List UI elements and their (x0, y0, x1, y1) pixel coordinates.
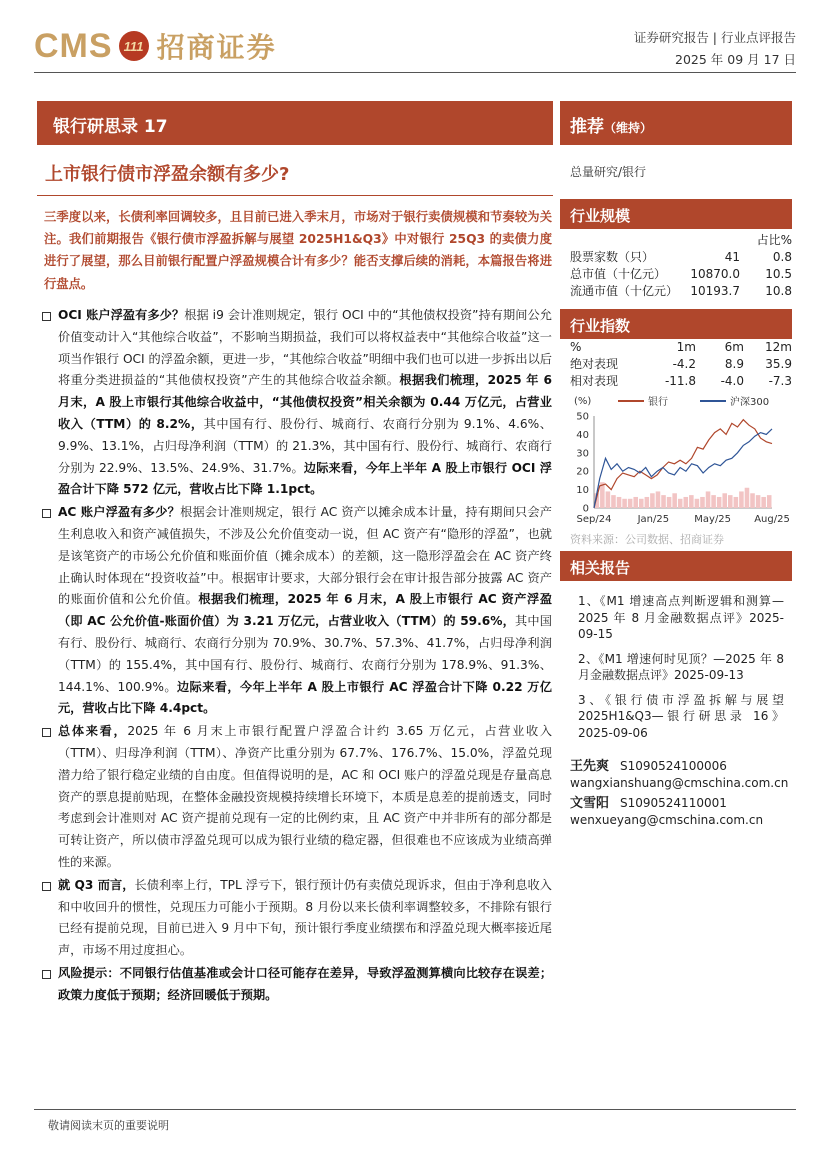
logo-text: CMS (34, 26, 113, 65)
related-section-header (560, 551, 792, 581)
volume-bar (667, 497, 672, 508)
row-pct: 10.8 (765, 284, 792, 298)
rating-bar (560, 101, 792, 145)
row-label: 总市值（十亿元） (570, 267, 667, 281)
analyst-name: 王先爽 (570, 759, 610, 774)
volume-bar (633, 497, 638, 508)
row-value: -7.3 (768, 374, 792, 388)
volume-bar (717, 497, 722, 508)
col-header: % (570, 340, 582, 354)
col-header: 6m (724, 340, 744, 354)
table-row (570, 356, 792, 373)
company-logo (34, 26, 277, 66)
paragraph-text: 根据 i9 会计准则规定，银行 OCI 中的“其他债权投资”持有期间公允价值变动计入“其他综合收益”，不影响当期损益，我们可以将权益表中“其他综合收益”这一项当作银行 OCI 的浮盈余额，更进一步，“其他综合收益”明细中我们也可以进一步拆出以后将重分类进损益的“其他债权投资”产生的其他综合收益余额。 (58, 308, 552, 388)
y-tick-label: 30 (576, 448, 589, 460)
y-tick-label: 50 (576, 411, 589, 423)
paragraph-bold: 根据我们梳理，2025 年 6 月末，A 股上市银行 AC 资产浮盈（即 AC 公允价值-账面价值）为 3.21 万亿元，占营业收入（TTM）的 59.6%， (58, 592, 553, 629)
scale-table (570, 232, 792, 300)
row-pct: 0.8 (772, 250, 792, 264)
analyst-name: 文雪阳 (570, 796, 610, 811)
checkbox-bullet-icon (42, 970, 51, 979)
paragraph-text: 长债利率上行，TPL 浮亏下，银行预计仍有卖债兑现诉求，但由于净利息收入和中收回升的惯性，兑现压力可能小于预期。8 月份以来长债利率调整较多，不排除有银行已经有提前兑现，目前已进入 9 月中下旬，预计银行季度业绩摆布和浮盈兑现大概率接近尾声，市场不用过度担心。 (58, 877, 552, 958)
scale-title: 行业规模 (570, 207, 631, 225)
y-tick-label: 20 (576, 466, 589, 478)
related-report-link[interactable]: 1、《M1 增速高点判断逻辑和测算—2025 年 8 月金融数据点评》2025-09-15 (578, 594, 784, 641)
table-row (570, 266, 792, 283)
col-header: 1m (676, 340, 696, 354)
volume-bar (622, 499, 627, 508)
header-divider (34, 72, 796, 73)
volume-bar (745, 488, 750, 508)
volume-bar (761, 497, 766, 508)
report-body (42, 305, 552, 1008)
legend-label: 沪深300 (730, 397, 770, 408)
rating-note: （维持） (604, 121, 653, 135)
volume-bar (650, 493, 655, 508)
paragraph-lead: 总体来看， (58, 724, 128, 739)
page-title: 上市银行债市浮盈余额有多少? (45, 164, 290, 185)
related-title: 相关报告 (570, 559, 631, 577)
table-header-row (570, 339, 792, 356)
related-reports (578, 593, 784, 749)
paragraph-text: 2025 年 6 月末上市银行配置户浮盈合计约 3.65 万亿元，占营业收入（TTM）、归母净利润（TTM）、净资产比重分别为 67.7%、176.7%、15.0%，浮盈兑现潜力给了银行稳定业绩的自由度。但值得说明的是，AC 和 OCI 账户的浮盈兑现是存量高息资产的票息提前贴现，在整体金融投资规模持续增长环境下，本质是息差的提前透支，同时考虑到会计准则对 AC 资产提前兑现有一定的比例约束，且 AC 资产中并非所有的部分都是可转让资产，所以债市浮盈兑现可以成为银行业绩的稳定器，但很难也不应该成为业绩高弹性的来源。 (58, 724, 553, 869)
index-title: 行业指数 (570, 317, 631, 335)
paragraph-lead: OCI 账户浮盈有多少？ (58, 308, 185, 322)
paragraph-bold: 边际来看，今年上半年 A 股上市银行 OCI 浮盈合计下降 572 亿元，营收占比下降 1.1pct。 (58, 460, 552, 497)
checkbox-bullet-icon (42, 728, 51, 737)
report-date: 2025 年 09 月 17 日 (675, 52, 796, 67)
table-row (570, 373, 792, 390)
volume-bar (661, 495, 666, 508)
x-tick-label: Aug/25 (754, 514, 790, 525)
scale-section-header (560, 199, 792, 229)
volume-bar (734, 497, 739, 508)
volume-bar (645, 497, 650, 508)
y-tick-label: 40 (576, 429, 589, 441)
row-label: 相对表现 (570, 374, 619, 388)
paragraph-lead: 就 Q3 而言， (58, 877, 135, 892)
row-value: 41 (724, 250, 740, 264)
paragraph-bold: 根据我们梳理，2025 年 6 月末，A 股上市银行其他综合收益中，“其他债权投资”相关余额为 0.44 万亿元，占营业收入（TTM）的 8.2%， (58, 373, 552, 431)
table-row (570, 283, 792, 300)
paragraph-bold: 不同银行估值基准或会计口径可能存在差异，导致浮盈测算横向比较存在误差；政策力度低于预期；经济回暖低于预期。 (58, 965, 553, 1002)
checkbox-bullet-icon (42, 312, 51, 321)
paragraph-bold: 边际来看，今年上半年 A 股上市银行 AC 浮盈合计下降 0.22 万亿元，营收占比下降 4.4pct。 (58, 679, 552, 716)
x-tick-label: Jan/25 (637, 514, 670, 525)
volume-bar (722, 493, 727, 508)
table-row (570, 249, 792, 266)
row-value: -11.8 (664, 374, 696, 388)
related-report-link[interactable]: 2、《M1 增速何时见顶？—2025 年 8 月金融数据点评》2025-09-13 (578, 651, 784, 682)
row-value: 10193.7 (690, 284, 740, 298)
volume-bar (700, 497, 705, 508)
volume-bar (639, 499, 644, 508)
legend-label: 银行 (648, 397, 668, 408)
y-axis-label: (%) (574, 396, 592, 407)
analysts (570, 758, 792, 832)
volume-bar (711, 495, 716, 508)
series-title: 银行研思录 17 (53, 117, 168, 137)
volume-bar (728, 495, 733, 508)
volume-bar (611, 495, 616, 508)
volume-bar (739, 491, 744, 508)
footer-divider (34, 1109, 796, 1110)
paragraph-lead: AC 账户浮盈有多少？ (58, 505, 181, 520)
analyst-cert: S1090524100006 (620, 759, 727, 773)
volume-bar (628, 499, 633, 508)
y-tick-label: 0 (582, 503, 589, 515)
col-header: 12m (765, 340, 792, 354)
row-value: -4.0 (720, 374, 744, 388)
checkbox-bullet-icon (42, 509, 51, 518)
row-value: 8.9 (724, 357, 744, 371)
row-label: 股票家数（只） (570, 250, 655, 264)
volume-bar (678, 499, 683, 508)
row-label: 绝对表现 (570, 357, 619, 371)
title-divider (37, 195, 553, 196)
analyst (570, 795, 792, 829)
volume-bar (656, 491, 661, 508)
volume-bar (695, 499, 700, 508)
row-pct: 10.5 (765, 267, 792, 281)
scale-col-header: 占比% (756, 233, 792, 247)
y-tick-label: 10 (576, 485, 589, 497)
paragraph-risk (42, 963, 552, 1007)
volume-bar (767, 495, 772, 508)
checkbox-bullet-icon (42, 882, 51, 891)
analyst (570, 758, 792, 792)
sidebar-subtitle: 总量研究/银行 (570, 165, 647, 179)
chart-source: 资料来源：公司数据、招商证券 (570, 533, 724, 546)
x-tick-label: Sep/24 (576, 514, 612, 525)
paragraph-overall (42, 721, 552, 874)
header-meta (634, 27, 796, 71)
analyst-email[interactable]: wenxueyang@cmschina.com.cn (570, 813, 764, 827)
paragraph-text: 根据会计准则规定，银行 AC 资产以摊余成本计量，持有期间只会产生利息收入和资产减值损失，不涉及公允价值变动一说，但 AC 资产有“隐形的浮盈”，也就是该笔资产的市场公允价值和账面价值（摊余成本）的差额，这一隐形浮盈会在 AC 资产终止确认时体现在“投资收益”中。根据审计要求，大部分银行会在审计报告部分披露 AC 资产的账面价值和公允价值。 (58, 505, 552, 607)
row-value: 10870.0 (690, 267, 740, 281)
volume-bar (684, 497, 689, 508)
row-value: -4.2 (672, 357, 696, 371)
volume-bar (606, 491, 611, 508)
rating-label: 推荐 (570, 117, 604, 137)
volume-bar (750, 493, 755, 508)
paragraph-oci (42, 305, 552, 501)
volume-bar (672, 493, 677, 508)
paragraph-q3 (42, 875, 552, 962)
volume-bar (706, 491, 711, 508)
logo-badge-icon: 111 (119, 31, 149, 61)
row-label: 流通市值（十亿元） (570, 284, 679, 298)
volume-bar (617, 497, 622, 508)
footer-note: 敬请阅读末页的重要说明 (48, 1119, 169, 1132)
report-type: 证券研究报告 | 行业点评报告 (633, 30, 796, 45)
index-performance-chart (566, 394, 792, 534)
related-report-link[interactable]: 3、《银行债市浮盈拆解与展望 2025H1&Q3—银行研思录 16》2025-09-06 (578, 692, 784, 740)
row-value: 35.9 (765, 357, 792, 371)
index-section-header (560, 309, 792, 339)
series-title-bar (37, 101, 553, 145)
paragraph-ac (42, 502, 552, 720)
volume-bar (756, 495, 761, 508)
abstract: 三季度以来，长债利率回调较多，且目前已进入季末月，市场对于银行卖债规模和节奏较为关注。我们前期报告《银行债市浮盈拆解与展望 2025H1&Q3》中对银行 25Q3 的卖债力度进行了展望，那么目前银行配置户浮盈规模合计有多少？能否支撑后续的消耗，本篇报告将进行盘点。 (44, 210, 552, 291)
paragraph-text: 其中国有行、股份行、城商行、农商行分别为 70.9%、30.7%、57.3%、41.7%，占归母净利润（TTM）的 155.4%，其中国有行、股份行、城商行、农商行分别为 178.9%、91.3%、144.1%、100.9%。 (58, 614, 552, 694)
volume-bar (689, 495, 694, 508)
logo-cn-text: 招商证券 (156, 31, 277, 64)
analyst-email[interactable]: wangxianshuang@cmschina.com.cn (570, 776, 789, 790)
x-tick-label: May/25 (694, 514, 732, 525)
index-table (570, 339, 792, 390)
analyst-cert: S1090524110001 (620, 796, 727, 810)
paragraph-text: 其中国有行、股份行、城商行、农商行分别为 9.1%、4.6%、9.9%、13.1%，占归母净利润（TTM）的 21.3%，其中国有行、股份行、城商行、农商行分别为 22.9%、13.5%、24.9%、31.7%。 (58, 416, 552, 475)
paragraph-lead: 风险提示： (58, 965, 120, 980)
